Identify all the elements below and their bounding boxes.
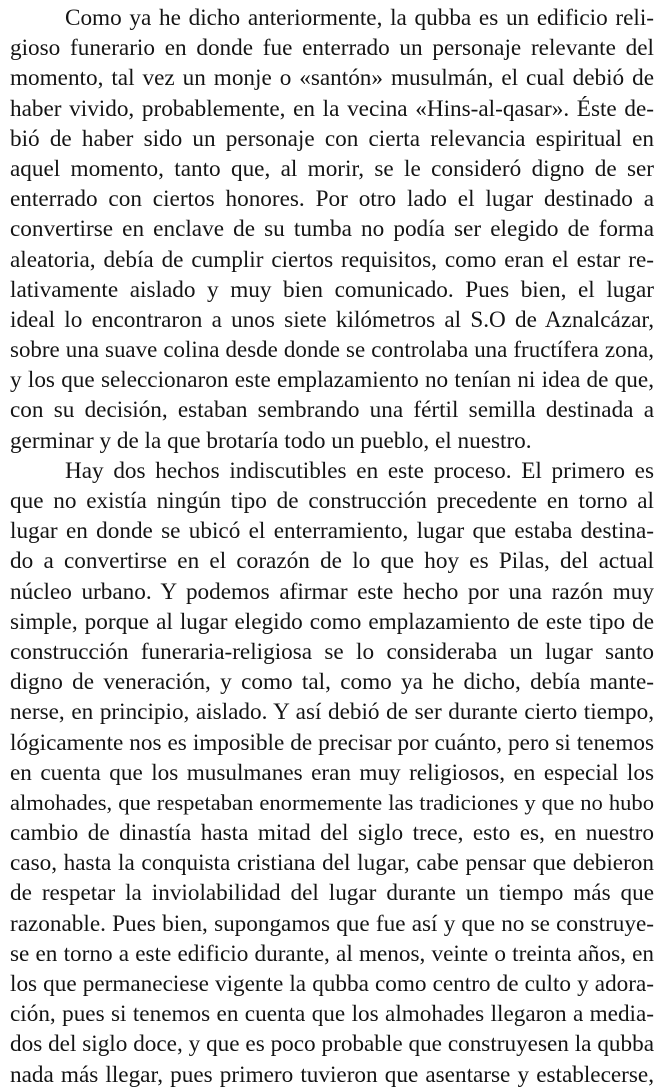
text-line: cambio de dinastía hasta mitad del siglo trece, esto es, en nuestro (10, 820, 654, 847)
paragraph-1 (10, 3, 654, 456)
text-line: se en torno a este edificio durante, al menos, veinte o treinta años, en (10, 940, 654, 967)
text-line: caso, hasta la conquista cristiana del lugar, cabe pensar que debieron (10, 850, 654, 877)
text-line: lógicamente nos es imposible de precisar por cuánto, pero si tenemos (10, 729, 654, 756)
text-line: sobre una suave colina desde donde se controlaba una fructífera zona, (10, 337, 654, 363)
text-line: en cuenta que los musulmanes eran muy religiosos, en especial los (10, 759, 654, 786)
text-line: aquel momento, tanto que, al morir, se le consideró digno de ser (10, 155, 654, 182)
text-line: ideal lo encontraron a unos siete kilómetros al S.O de Aznalcázar, (10, 306, 654, 333)
text-line: y los que seleccionaron este emplazamiento no tenían ni idea de que, (10, 367, 654, 394)
text-line: aleatoria, debía de cumplir ciertos requisitos, como eran el estar re- (10, 246, 654, 273)
text-line: bió de haber sido un personaje con cierta relevancia espiritual en (10, 125, 654, 152)
text-line: momento, tal vez un monje o «santón» musulmán, el cual debió de (10, 65, 654, 92)
text-line: con su decisión, estaban sembrando una fértil semilla destinada a (10, 397, 654, 424)
text-line: construcción funeraria-religiosa se lo consideraba un lugar santo (10, 638, 654, 665)
text-line: Hay dos hechos indiscutibles en este proceso. El primero es (65, 457, 654, 484)
text-line: ción, pues si tenemos en cuenta que los almohades llegaron a media- (10, 1001, 654, 1028)
text-line: nada más llegar, pues primero tuvieron que asentarse y establecerse, (10, 1061, 654, 1088)
text-line: que no existía ningún tipo de construcción precedente en torno al (10, 488, 654, 514)
text-line: razonable. Pues bien, supongamos que fue así y que no se construye- (10, 910, 654, 937)
text-line: convertirse en enclave de su tumba no podía ser elegido de forma (10, 216, 654, 243)
text-line: almohades, que respetaban enormemente las tradiciones y que no hubo (10, 789, 654, 815)
text-line: lativamente aislado y muy bien comunicado. Pues bien, el lugar (10, 276, 654, 303)
text-line: los que permaneciese vigente la qubba como centro de culto y adora- (10, 971, 654, 997)
text-line: gioso funerario en donde fue enterrado un personaje relevante del (10, 35, 654, 62)
text-line: germinar y de la que brotaría todo un pueblo, el nuestro. (10, 427, 532, 454)
text-line: Como ya he dicho anteriormente, la qubba es un edificio reli- (65, 5, 654, 31)
text-line: lugar en donde se ubicó el enterramiento, lugar que estaba destina- (10, 518, 654, 545)
text-line: digno de veneración, y como tal, como ya he dicho, debía mante- (10, 669, 654, 696)
text-line: haber vivido, probablemente, en la vecina «Hins-al-qasar». Éste de- (10, 95, 654, 122)
text-line: do a convertirse en el corazón de lo que hoy es Pilas, del actual (10, 548, 654, 575)
text-line: dos del siglo doce, y que es poco probable que construyesen la qubba (10, 1031, 654, 1058)
text-line: de respetar la inviolabilidad del lugar durante un tiempo más que (10, 880, 654, 907)
paragraph-2 (10, 456, 654, 1090)
text-line: nerse, en principio, aislado. Y así debió de ser durante cierto tiempo, (10, 699, 654, 726)
text-line: simple, porque al lugar elegido como emplazamiento de este tipo de (10, 608, 654, 635)
body-text (10, 3, 654, 1090)
text-line: enterrado con ciertos honores. Por otro lado el lugar destinado a (10, 186, 654, 213)
text-line: núcleo urbano. Y podemos afirmar este hecho por una razón muy (10, 578, 654, 605)
